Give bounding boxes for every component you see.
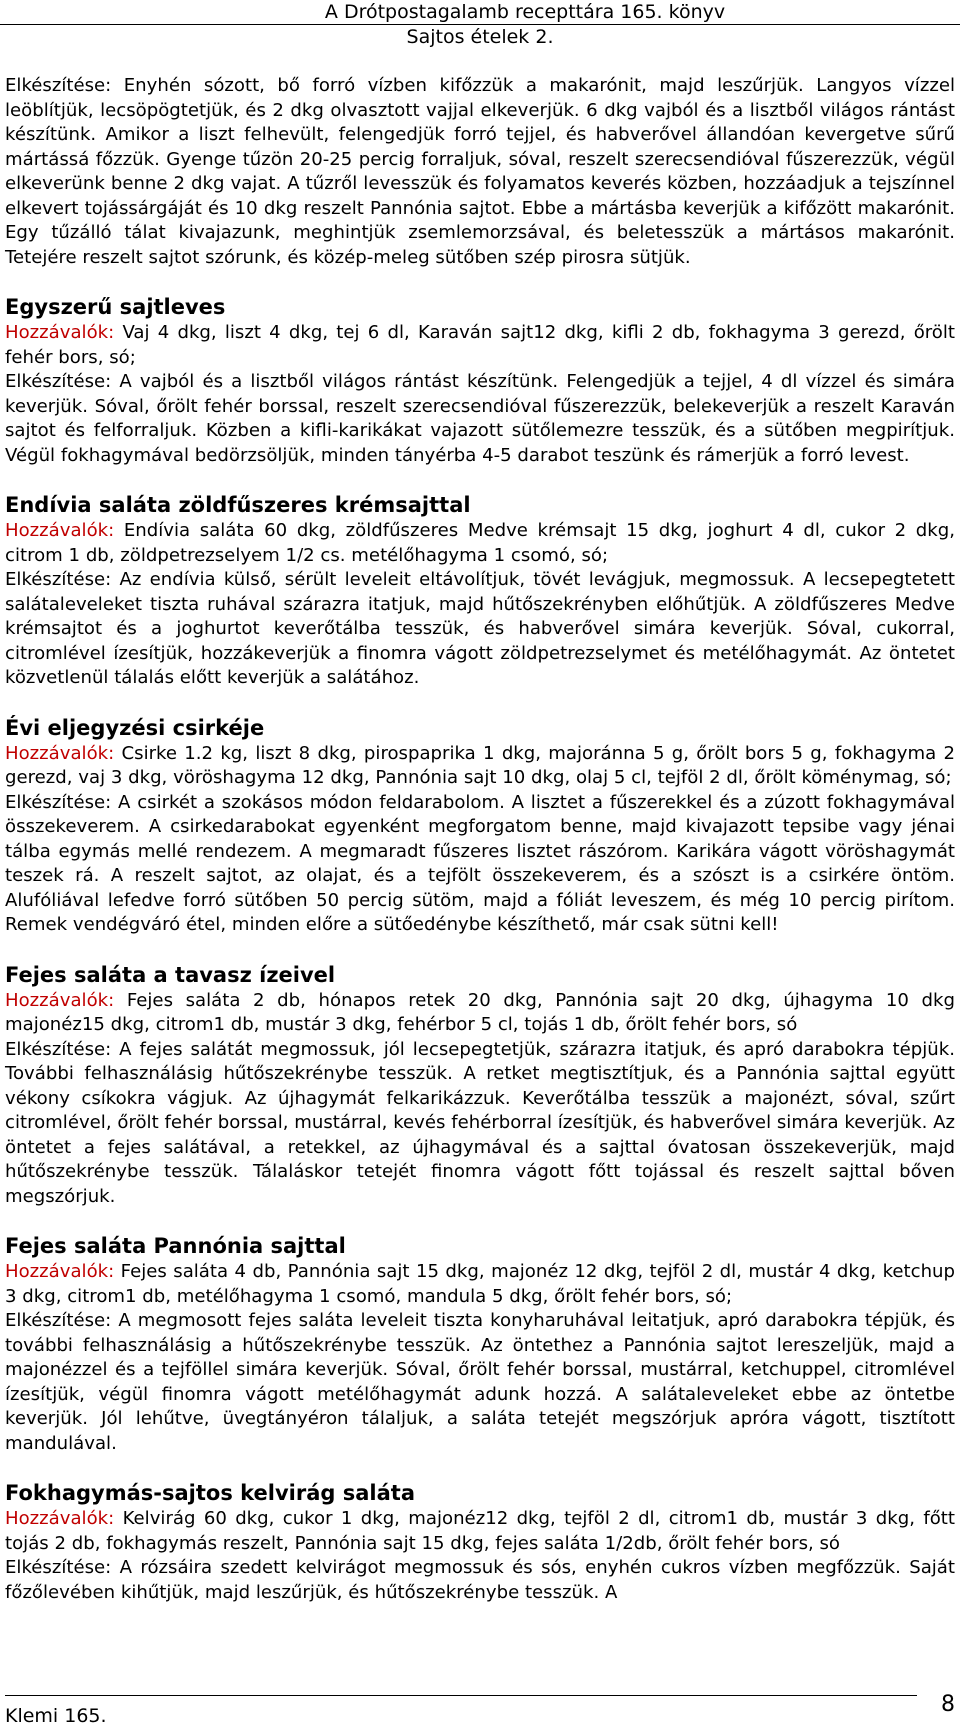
recipe-method: Elkészítése: A vajból és a lisztből világos rántást készítünk. Felengedjük a tejjel, 4 dl vízzel és simára keverjük. Sóval, őrölt fehér borssal, reszelt szerecsendióval fűszerezzük, belekeverjük a reszelt Karaván sajtot és felforraljuk. Közben a kifli-karikákat vajazott sütőlemezre tesszük, és a sütőben megpirítjuk. Végül fokhagymával bedörzsöljük, minden tányérba 4-5 darabot teszünk és rámerjük a forró levest. bbox=[5, 371, 955, 466]
ingredients-label: Hozzávalók: bbox=[5, 1261, 115, 1282]
recipe-method: Elkészítése: A fejes salátát megmossuk, jól lecsepegtetjük, szárazra itatjuk, és apró darabokra tépjük. További felhasználásig hűtőszekrénybe tesszük. A retket megtisztítjuk, és a Pannónia sajttal együtt vékony csíkokra vágjuk. Az újhagymát felkarikázzuk. Keverőtálba tesszük a majonézt, sóval, szűrt citromlével, őrölt fehér borssal, mustárral, kevés fehérborral ízesítjük, és habverővel simára keverjük. Az öntetet a fejes salátával, a retekkel, az újhagymával és a sajttal óvatosan összekeverjük, majd hűtőszekrénybe tesszük. Tálaláskor tetejét finomra vágott főtt tojással és reszelt sajttal bőven megszórjuk. bbox=[5, 1038, 955, 1207]
recipe-method: Elkészítése: A rózsáira szedett kelvirágot megmossuk és sós, enyhén cukros vízben megfőzzük. Saját főzőlevében kihűtjük, majd leszűrjük, és hűtőszekrénybe tesszük. A bbox=[5, 1557, 955, 1603]
page-header bbox=[0, 0, 960, 48]
recipe-title: Évi eljegyzési csirkéje bbox=[5, 715, 265, 740]
intro-method: Elkészítése: Enyhén sózott, bő forró vízben kifőzzük a makarónit, majd leszűrjük. Langyos vízzel leöblítjük, lecsöpögtetjük, és 2 dkg olvasztott vajjal elkeverjük. 6 dkg vajból és a lisztből világos rántást készítünk. Amikor a liszt felhevült, felengedjük forró tejjel, és habverővel állandóan kevergetve sűrű mártássá főzzük. Gyenge tűzön 20-25 percig forraljuk, sóval, reszelt szerecsendióval fűszerezzük, végül elkeverünk benne 2 dkg vajat. A tűzről levesszük és folyamatos keverés közben, hozzáadjuk a tejszínnel elkevert tojássárgáját és 10 dkg reszelt Pannónia sajtot. Ebbe a mártásba keverjük a kifőzött makarónit. Egy tűzálló tálat kivajazunk, meghintjük zsemlemorzsával, és beletesszük a mártásos makarónit. Tetejére reszelt sajtot szórunk, és közép-meleg sütőben szép pirosra sütjük. bbox=[5, 75, 955, 268]
ingredients-text: Csirke 1.2 kg, liszt 8 dkg, pirospaprika 1 dkg, majoránna 5 g, őrölt bors 5 g, fokhagyma 2 gerezd, vaj 3 dkg, vöröshagyma 12 dkg, Pannónia sajt 10 dkg, olaj 5 cl, tejföl 2 dl, őrölt köménymag, só; bbox=[5, 742, 955, 788]
recipe-ingredients bbox=[5, 519, 955, 568]
ingredients-label: Hozzávalók: bbox=[5, 520, 115, 541]
chapter-title: Sajtos ételek 2. bbox=[406, 26, 554, 48]
ingredients-text: Kelvirág 60 dkg, cukor 1 dkg, majonéz12 dkg, tejföl 2 dl, citrom1 db, mustár 3 dkg, főtt tojás 2 db, fokhagymás reszelt, Pannónia sajt 15 dkg, fejes saláta 1/2db, őrölt fehér bors, só bbox=[5, 1508, 955, 1554]
page-footer bbox=[0, 1691, 960, 1729]
recipe-method: Elkészítése: A csirkét a szokásos módon feldarabolom. A lisztet a fűszerekkel és a zúzott fokhagymával összekeverem. A csirkedarabokat egyenként megforgatom benne, majd kivajazott tepsibe vagy jénai tálba egymás mellé rendezem. A megmaradt fűszeres lisztet rászórom. Karikára vágott vöröshagymát teszek rá. A reszelt sajtot, az olajat, és a tejfölt összekeverem, és a szószt is a csirkére öntöm. Alufóliával lefedve forró sütőben 50 percig sütöm, majd a fóliát leveszem, és még 10 percig pirítom. Remek vendégváró étel, minden előre a sütőedénybe készíthető, már csak sütni kell! bbox=[5, 791, 955, 935]
recipe-ingredients bbox=[5, 989, 955, 1038]
page-number: 8 bbox=[941, 1692, 955, 1717]
recipe-title: Endívia saláta zöldfűszeres krémsajttal bbox=[5, 493, 471, 517]
recipe-title: Fejes saláta Pannónia sajttal bbox=[5, 1234, 346, 1258]
footer-label: Klemi 165. bbox=[5, 1705, 107, 1727]
recipe-method: Elkészítése: Az endívia külső, sérült leveleit eltávolítjuk, tövét levágjuk, megmossuk. A lecsepegtetett salátaleveleket tiszta ruhával szárazra itatjuk, majd hűtőszekrényben előhűtjük. A zöldfűszeres Medve krémsajtot és a joghurtot keverőtálba tesszük, és habverővel simára keverjük. Sóval, cukorral, citromlével ízesítjük, hozzákeverjük a finomra vágott zöldpetrezselymet és metélőhagymát. Az öntetet közvetlenül tálalás előtt keverjük a salátához. bbox=[5, 569, 955, 688]
page-content bbox=[5, 74, 955, 1605]
ingredients-label: Hozzávalók: bbox=[5, 989, 115, 1011]
recipe-title: Fejes saláta a tavasz ízeivel bbox=[5, 962, 336, 987]
ingredients-label: Hozzávalók: bbox=[5, 322, 115, 343]
recipe-title: Egyszerű sajtleves bbox=[5, 295, 226, 319]
ingredients-label: Hozzávalók: bbox=[5, 1508, 115, 1529]
recipe-ingredients bbox=[5, 742, 955, 791]
recipe-title: Fokhagymás-sajtos kelvirág saláta bbox=[5, 1481, 415, 1505]
recipe-ingredients bbox=[5, 1260, 955, 1309]
ingredients-label: Hozzávalók: bbox=[5, 742, 115, 764]
footer-rule bbox=[5, 1695, 917, 1696]
ingredients-text: Fejes saláta 2 db, hónapos retek 20 dkg, Pannónia sajt 20 dkg, újhagyma 10 dkg majonéz15 dkg, citrom1 db, mustár 3 dkg, fehérbor 5 cl, tojás 1 db, őrölt fehér bors, só bbox=[5, 989, 955, 1035]
book-title: A Drótpostagalamb recepttára 165. könyv bbox=[324, 1, 726, 23]
header-rule bbox=[0, 24, 960, 25]
ingredients-text: Endívia saláta 60 dkg, zöldfűszeres Medve krémsajt 15 dkg, joghurt 4 dl, cukor 2 dkg, citrom 1 db, zöldpetrezselyem 1/2 cs. metélőhagyma 1 csomó, só; bbox=[5, 520, 955, 566]
recipe-method: Elkészítése: A megmosott fejes saláta leveleit tiszta konyharuhával leitatjuk, apró darabokra tépjük, és további felhasználásig a hűtőszekrénybe tesszük. Az öntethez a Pannónia sajtot lereszeljük, majd a majonézzel és a tejföllel simára keverjük. Sóval, őrölt fehér borssal, mustárral, ketchuppel, citromlével ízesítjük, végül finomra vágott metélőhagymát adunk hozzá. A salátaleveleket ebbe az öntetbe keverjük. Jól lehűtve, üvegtányéron tálaljuk, a saláta tetejét megszórjuk apróra vágott, tisztított mandulával. bbox=[5, 1310, 955, 1454]
recipe-ingredients bbox=[5, 321, 955, 370]
ingredients-text: Fejes saláta 4 db, Pannónia sajt 15 dkg, majonéz 12 dkg, tejföl 2 dl, mustár 4 dkg, ketchup 3 dkg, citrom1 db, metélőhagyma 1 csomó, mandula 5 dkg, őrölt fehér bors, só; bbox=[5, 1261, 955, 1307]
ingredients-text: Vaj 4 dkg, liszt 4 dkg, tej 6 dl, Karaván sajt12 dkg, kifli 2 db, fokhagyma 3 gerezd, őrölt fehér bors, só; bbox=[5, 322, 955, 368]
recipe-ingredients bbox=[5, 1507, 955, 1556]
